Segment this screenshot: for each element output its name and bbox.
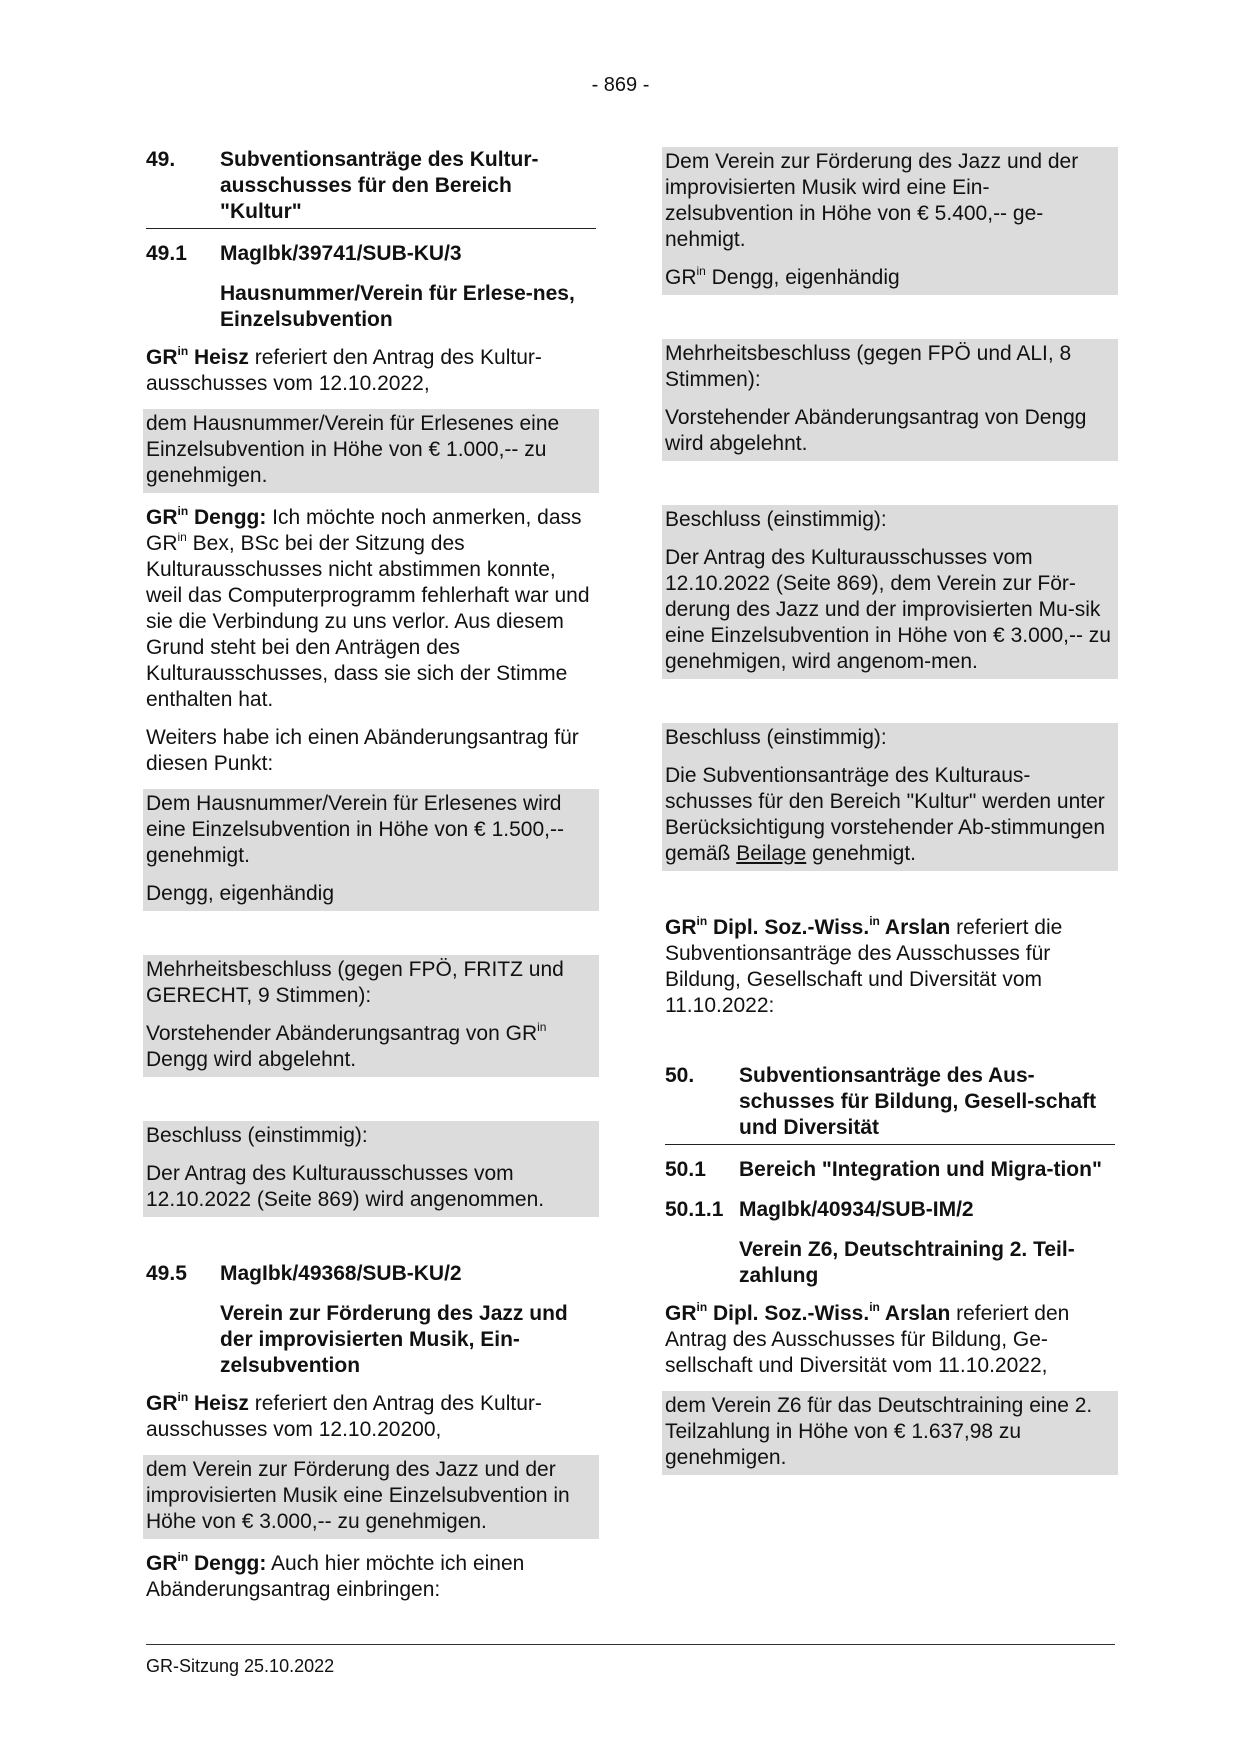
section-title: Subventionsanträge des Aus-schusses für Bildung, Gesell-schaft und Diversität (739, 1064, 1097, 1139)
gender-suffix: in (177, 504, 189, 518)
motion-text: dem Verein zur Förderung des Jazz und der improvisierten Musik eine Einzelsubvention in Höhe von € 3.000,-- zu genehmigen. (146, 1458, 570, 1533)
resolution-text: Der Antrag des Kulturausschusses vom 12.10.2022 (Seite 869), dem Verein zur För-derung des Jazz und der improvisierten Mu-sik eine Einzelsubvention in Höhe von € 3.000,-- zu genehmigen, wird angenom-men. (665, 546, 1111, 673)
speaker-paragraph (665, 1301, 1115, 1379)
section-title: Bereich "Integration und Migra-tion" (739, 1158, 1102, 1181)
resolution-title: Beschluss (einstimmig): (665, 726, 887, 749)
motion-box (143, 1455, 599, 1539)
resolution-box (662, 505, 1118, 679)
gender-suffix: in (177, 344, 189, 358)
vote-text: Vorstehender Abänderungsantrag von $GR^{in}$ Dengg wird abgelehnt. (146, 1020, 547, 1071)
section-number: 50.1.1 (665, 1198, 724, 1221)
amendment-text: Dem Verein zur Förderung des Jazz und der improvisierten Musik wird eine Ein-zelsubvention in Höhe von € 5.400,-- ge-nehmigt. (665, 150, 1079, 251)
gender-suffix: in (869, 1300, 880, 1314)
section-50-heading (665, 1063, 1115, 1145)
speaker-name: Dengg: (194, 506, 267, 529)
gr-label: GR (665, 1302, 697, 1325)
speaker-name: Heisz (194, 1392, 249, 1415)
section-number: 49. (146, 148, 176, 171)
right-column (665, 147, 1115, 1475)
speaker-paragraph (146, 1551, 596, 1603)
paragraph: Weiters habe ich einen Abänderungsantrag für diesen Punkt: (146, 726, 579, 775)
left-column (146, 147, 596, 1603)
section-subject: Verein Z6, Deutschtraining 2. Teil-zahlung (739, 1238, 1075, 1287)
section-49-1-heading (146, 241, 596, 267)
section-number: 49.5 (146, 1262, 187, 1285)
section-50-1-1-heading (665, 1197, 1115, 1223)
speaker-name: Heisz (194, 346, 249, 369)
gender-suffix: in (696, 1300, 708, 1314)
speaker-text: Ich möchte noch anmerken, dass GR (146, 506, 582, 555)
gender-suffix: in (177, 530, 187, 544)
gr-label: GR (146, 506, 178, 529)
vote-title: Mehrheitsbeschluss (gegen FPÖ, FRITZ und GERECHT, 9 Stimmen): (146, 958, 564, 1007)
speaker-title: Dipl. Soz.-Wiss. (713, 1302, 870, 1325)
section-49-5-heading (146, 1261, 596, 1287)
gender-suffix: in (696, 264, 706, 278)
section-subject: Hausnummer/Verein für Erlese-nes, Einzelsubvention (220, 282, 575, 331)
section-code: MagIbk/39741/SUB-KU/3 (220, 242, 462, 265)
speaker-paragraph (146, 1391, 596, 1443)
amendment-text: Dem Hausnummer/Verein für Erlesenes wird eine Einzelsubvention in Höhe von € 1.500,-- genehmigt. (146, 792, 564, 867)
section-49-heading (146, 147, 596, 229)
speaker-title: Dipl. Soz.-Wiss. (713, 916, 870, 939)
speaker-name: Arslan (884, 1302, 951, 1325)
speaker-paragraph (146, 505, 596, 713)
section-number: 49.1 (146, 242, 187, 265)
vote-title: Mehrheitsbeschluss (gegen FPÖ und ALI, 8 Stimmen): (665, 342, 1072, 391)
resolution-box (662, 723, 1118, 871)
speaker-name: Dengg: (194, 1552, 267, 1575)
motion-box (143, 409, 599, 493)
speaker-paragraph (146, 345, 596, 397)
speaker-text: referiert die Subventionsanträge des Ausschusses für Bildung, Gesellschaft und Diversität vom 11.10.2022: (665, 916, 1063, 1017)
amendment-box (143, 789, 599, 911)
signature: Dengg, eigenhändig (146, 882, 334, 905)
amendment-box (662, 147, 1118, 295)
speaker-text: Auch hier möchte ich einen Abänderungsantrag einbringen: (146, 1552, 525, 1601)
signature: $GR^{in}$ Dengg, eigenhändig (665, 264, 900, 289)
gr-label: GR (146, 1392, 178, 1415)
beilage-link[interactable]: Beilage (736, 842, 807, 865)
section-subject: Verein zur Förderung des Jazz und der improvisierten Musik, Ein-zelsubvention (220, 1302, 568, 1377)
resolution-text: Der Antrag des Kulturausschusses vom 12.10.2022 (Seite 869) wird angenommen. (146, 1162, 545, 1211)
section-number: 50. (665, 1064, 695, 1087)
speaker-text: referiert den Antrag des Ausschusses für Bildung, Ge-sellschaft und Diversität vom 11.10.2022, (665, 1302, 1070, 1377)
gender-suffix: in (537, 1020, 547, 1034)
resolution-text: Die Subventionsanträge des Kulturaus-schusses für den Bereich "Kultur" werden unter Berücksichtigung vorstehender Ab-stimmungen gemäß Beilage genehmigt. (665, 764, 1106, 865)
motion-text: dem Verein Z6 für das Deutschtraining eine 2. Teilzahlung in Höhe von € 1.637,98 zu genehmigen. (665, 1394, 1093, 1469)
speaker-text: referiert den Antrag des Kultur-ausschusses vom 12.10.2022, (146, 346, 542, 395)
page-number: - 869 - (591, 74, 650, 96)
vote-box (662, 339, 1118, 461)
vote-box (143, 955, 599, 1077)
section-number: 50.1 (665, 1158, 706, 1181)
speaker-text: Bex, BSc bei der Sitzung des Kulturausschusses nicht abstimmen konnte, weil das Computerprogramm fehlerhaft war und sie die Verbindung zu uns verlor. Aus diesem Grund steht bei den Anträgen des Kulturausschusses, dass sie sich der Stimme enthalten hat. (146, 532, 590, 711)
resolution-title: Beschluss (einstimmig): (146, 1124, 368, 1147)
gr-label: GR (146, 346, 178, 369)
gr-label: GR (146, 1552, 178, 1575)
section-50-1-heading (665, 1157, 1115, 1183)
footer: GR-Sitzung 25.10.2022 (146, 1644, 1115, 1677)
resolution-box (143, 1121, 599, 1217)
motion-box (662, 1391, 1118, 1475)
gender-suffix: in (177, 1550, 189, 1564)
speaker-text: referiert den Antrag des Kultur-ausschusses vom 12.10.20200, (146, 1392, 542, 1441)
gender-suffix: in (869, 914, 880, 928)
speaker-name: Arslan (884, 916, 951, 939)
gender-suffix: in (177, 1390, 189, 1404)
motion-text: dem Hausnummer/Verein für Erlesenes eine Einzelsubvention in Höhe von € 1.000,-- zu genehmigen. (146, 412, 560, 487)
section-code: MagIbk/40934/SUB-IM/2 (739, 1198, 974, 1221)
vote-text: Vorstehender Abänderungsantrag von Dengg wird abgelehnt. (665, 406, 1087, 455)
section-code: MagIbk/49368/SUB-KU/2 (220, 1262, 462, 1285)
section-title: Subventionsanträge des Kultur-ausschusses für den Bereich "Kultur" (220, 148, 539, 223)
speaker-paragraph (665, 915, 1115, 1019)
gender-suffix: in (696, 914, 708, 928)
resolution-title: Beschluss (einstimmig): (665, 508, 887, 531)
gr-label: GR (665, 916, 697, 939)
